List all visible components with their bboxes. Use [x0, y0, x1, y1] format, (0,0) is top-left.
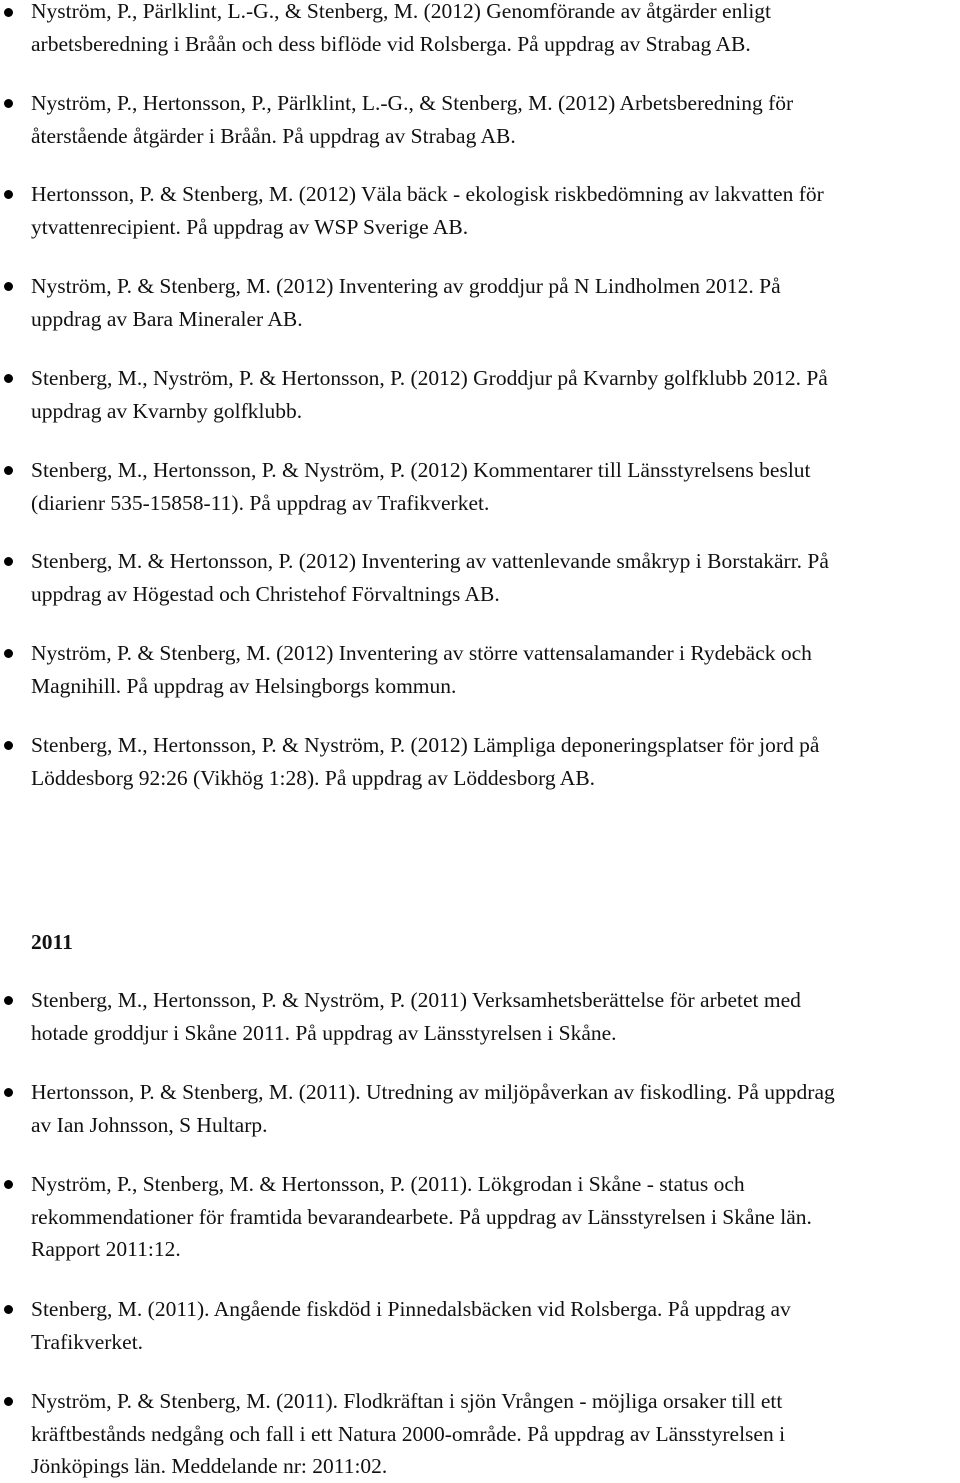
citation-line: av Ian Johnsson, S Hultarp.	[31, 1112, 268, 1137]
citation-line: ytvattenrecipient. På uppdrag av WSP Sverige AB.	[31, 214, 469, 239]
citation-text	[31, 729, 959, 794]
bullet-icon	[4, 190, 13, 199]
citation-line: rekommendationer för framtida bevarandearbete. På uppdrag av Länsstyrelsen i Skåne län.	[31, 1204, 812, 1229]
citation-line: Stenberg, M., Nyström, P. & Hertonsson, P. (2012) Groddjur på Kvarnby golfklubb 2012. På	[31, 366, 828, 390]
bullet-icon	[4, 282, 13, 291]
citation-text	[31, 1385, 959, 1483]
citation-line: återstående åtgärder i Bråån. På uppdrag av Strabag AB.	[31, 123, 516, 148]
citation-line: Nyström, P., Hertonsson, P., Pärlklint, L.-G., & Stenberg, M. (2012) Arbetsberedning för	[31, 91, 794, 115]
year-heading: 2011	[31, 930, 73, 954]
bullet-icon	[4, 557, 13, 566]
citation-text	[31, 1168, 959, 1266]
citation-line: Magnihill. På uppdrag av Helsingborgs kommun.	[31, 673, 457, 698]
citation-line: Stenberg, M., Hertonsson, P. & Nyström, P. (2011) Verksamhetsberättelse för arbetet med	[31, 988, 801, 1012]
bullet-icon	[4, 1088, 13, 1097]
bullet-icon	[4, 466, 13, 475]
citation-text	[31, 0, 959, 60]
citation-text	[31, 270, 959, 335]
bullet-icon	[4, 8, 13, 17]
bullet-icon	[4, 374, 13, 383]
citation-line: Löddesborg 92:26 (Vikhög 1:28). På uppdrag av Löddesborg AB.	[31, 765, 596, 790]
bullet-icon	[4, 1397, 13, 1406]
bullet-icon	[4, 1180, 13, 1189]
citation-line: Nyström, P. & Stenberg, M. (2011). Flodkräftan i sjön Vrången - möjliga orsaker till ett	[31, 1389, 783, 1413]
citation-text	[31, 637, 959, 702]
citation-line: Nyström, P., Pärlklint, L.-G., & Stenberg, M. (2012) Genomförande av åtgärder enligt	[31, 0, 772, 23]
bullet-icon	[4, 649, 13, 658]
citation-text	[31, 454, 959, 519]
bullet-icon	[4, 996, 13, 1005]
citation-line: Nyström, P., Stenberg, M. & Hertonsson, P. (2011). Lökgrodan i Skåne - status och	[31, 1172, 745, 1196]
bullet-icon	[4, 99, 13, 108]
citation-line: uppdrag av Högestad och Christehof Förvaltnings AB.	[31, 581, 500, 606]
citation-line: (diarienr 535-15858-11). På uppdrag av Trafikverket.	[31, 490, 490, 515]
citation-text	[31, 1293, 959, 1358]
citation-line: uppdrag av Bara Mineraler AB.	[31, 306, 303, 331]
citation-line: Nyström, P. & Stenberg, M. (2012) Inventering av större vattensalamander i Rydebäck och	[31, 641, 812, 665]
citation-line: Hertonsson, P. & Stenberg, M. (2012) Väla bäck - ekologisk riskbedömning av lakvatten för	[31, 182, 824, 206]
citation-line: Stenberg, M., Hertonsson, P. & Nyström, P. (2012) Lämpliga deponeringsplatser för jord på	[31, 733, 820, 757]
bullet-icon	[4, 1305, 13, 1314]
citation-text	[31, 87, 959, 152]
citation-text	[31, 545, 959, 610]
citation-line: Stenberg, M., Hertonsson, P. & Nyström, P. (2012) Kommentarer till Länsstyrelsens beslut	[31, 458, 811, 482]
citation-line: Hertonsson, P. & Stenberg, M. (2011). Utredning av miljöpåverkan av fiskodling. På uppdrag	[31, 1080, 835, 1104]
citation-text	[31, 1076, 959, 1141]
citation-text	[31, 984, 959, 1049]
citation-line: Jönköpings län. Meddelande nr: 2011:02.	[31, 1454, 388, 1478]
citation-line: uppdrag av Kvarnby golfklubb.	[31, 398, 303, 423]
citation-line: arbetsberedning i Bråån och dess biflöde vid Rolsberga. På uppdrag av Strabag AB.	[31, 31, 751, 56]
citation-line: kräftbestånds nedgång och fall i ett Natura 2000-område. På uppdrag av Länsstyrelsen i	[31, 1421, 786, 1446]
citation-line: Trafikverket.	[31, 1329, 144, 1354]
citation-line: Stenberg, M. (2011). Angående fiskdöd i Pinnedalsbäcken vid Rolsberga. På uppdrag av	[31, 1297, 791, 1321]
citation-line: Stenberg, M. & Hertonsson, P. (2012) Inventering av vattenlevande småkryp i Borstakärr. På	[31, 549, 829, 573]
citation-line: Rapport 2011:12.	[31, 1237, 181, 1261]
citation-line: Nyström, P. & Stenberg, M. (2012) Inventering av groddjur på N Lindholmen 2012. På	[31, 274, 781, 298]
citation-text	[31, 362, 959, 427]
bullet-icon	[4, 741, 13, 750]
citation-text	[31, 178, 959, 243]
citation-line: hotade groddjur i Skåne 2011. På uppdrag av Länsstyrelsen i Skåne.	[31, 1020, 617, 1045]
